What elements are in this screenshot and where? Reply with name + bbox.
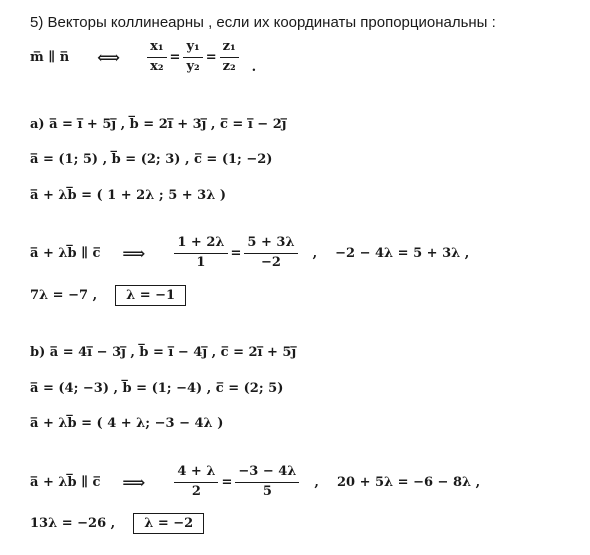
part-b-result [30,513,204,534]
intro-statement: 5) Векторы коллинеарны , если их координаты пропорциональны : [30,14,496,31]
part-b-parallel-lhs: a̅ + λb̅ ∥ c̅ [30,474,101,490]
iff-symbol: ⟺ [97,47,121,67]
part-a-coords [30,152,272,167]
period: . [251,59,257,75]
part-a-fraction-1-num: 1 + 2λ [174,236,227,254]
part-a-given-text: a) a̅ = i̅ + 5j̅ , b̅ = 2i̅ + 3j̅ , c̅ = i̅ − 2j̅ [30,117,287,132]
fraction-x [147,40,166,75]
part-b-fraction-2-num: −3 − 4λ [235,465,299,483]
part-a-equation: −2 − 4λ = 5 + 3λ , [335,245,470,261]
part-b-given-text: b) a̅ = 4i̅ − 3j̅ , b̅ = i̅ − 4j̅ , c̅ = 2i̅ + 5j̅ [30,345,297,360]
fraction-x-num: x₁ [147,40,166,58]
part-b-parallel [30,465,480,500]
part-b-sum-text: a̅ + λb̅ = ( 4 + λ; −3 − 4λ ) [30,416,224,431]
fraction-z-num: z₁ [220,40,239,58]
equals-sign: = [205,49,217,65]
equals-sign: = [221,474,233,490]
collinearity-condition [30,40,256,75]
part-b-equation: 20 + 5λ = −6 − 8λ , [336,474,481,490]
part-a-answer-box: λ = −1 [115,285,186,306]
part-a-fraction-1-den: 1 [196,254,206,270]
part-b-fraction-2 [235,465,299,500]
equals-sign: = [230,245,242,261]
part-b-step: 13λ = −26 , [30,516,116,531]
fraction-y-num: y₁ [183,40,202,58]
part-b-fraction-1 [174,465,218,500]
fraction-z [220,40,239,75]
part-a-sum [30,188,226,203]
part-a-fraction-2-den: −2 [261,254,281,270]
equals-sign: = [169,49,181,65]
part-b-coords-text: a̅ = (4; −3) , b̅ = (1; −4) , c̅ = (2; 5) [30,381,284,396]
fraction-y [183,40,202,75]
part-b-sum [30,416,223,431]
part-b-fraction-2-den: 5 [262,483,272,499]
part-a-given [30,117,286,132]
fraction-z-den: z₂ [222,58,236,74]
fraction-y-den: y₂ [186,58,200,74]
condition-lhs: m̅ ∥ n̅ [30,49,70,65]
part-b-fraction-1-den: 2 [191,483,201,499]
part-b-given [30,345,296,360]
part-a-fraction-2-num: 5 + 3λ [244,236,297,254]
comma: , [312,245,318,261]
intro-text [30,14,496,31]
part-b-fraction-1-num: 4 + λ [174,465,218,483]
part-a-sum-text: a̅ + λb̅ = ( 1 + 2λ ; 5 + 3λ ) [30,188,227,203]
implies-symbol: ⟹ [122,243,146,263]
fraction-x-den: x₂ [150,58,164,74]
part-a-result [30,285,186,306]
part-a-parallel [30,236,469,271]
part-b-answer-box: λ = −2 [133,513,204,534]
part-a-coords-text: a̅ = (1; 5) , b̅ = (2; 3) , c̅ = (1; −2) [30,152,273,167]
part-a-parallel-lhs: a̅ + λb̅ ∥ c̅ [30,245,101,261]
comma: , [314,474,319,490]
part-a-fraction-2 [244,236,297,271]
part-a-fraction-1 [174,236,227,271]
part-b-coords [30,381,283,396]
part-a-step: 7λ = −7 , [30,288,98,303]
implies-symbol: ⟹ [122,472,146,492]
